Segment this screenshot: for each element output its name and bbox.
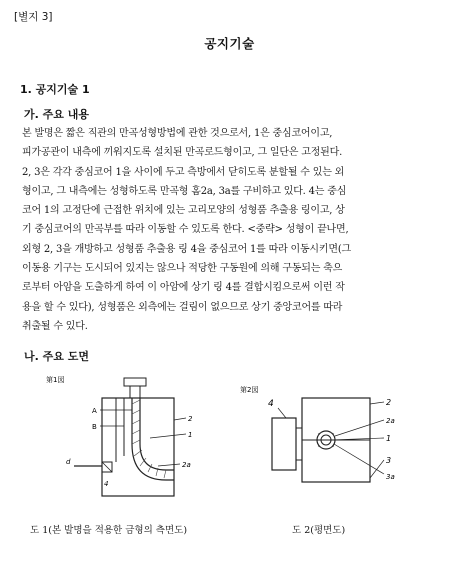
figure-1-callout: d: [66, 458, 71, 466]
figure-1-callout: 2: [188, 415, 193, 423]
page-title: 공지기술: [204, 36, 255, 51]
subsection-main-figures: 나. 주요 도면: [24, 350, 89, 363]
extraction-ring-block: [272, 418, 296, 470]
top-rod: [130, 386, 140, 398]
figure-1-callout: 1: [188, 431, 193, 439]
paragraph-line: 이동용 기구는 도시되어 있지는 않으나 적당한 구동원에 의해 구동되는 축으: [22, 263, 343, 275]
outer-mold: [102, 398, 174, 496]
paragraph-line: 로부터 아암을 도출하게 하여 이 아암에 상기 링 4를 결합시킴으로써 이런 작: [22, 282, 345, 294]
paragraph-line: 용을 할 수 있다), 성형품은 외측에는 걸림이 없으므로 상기 중앙코어를 따라: [22, 301, 343, 313]
figure-2-callout: 1: [386, 434, 392, 443]
paragraph-line: 기 중심코어의 만곡부를 따라 이동할 수 있도록 한다. <중략> 성형이 끝나면,: [22, 224, 349, 236]
figure-2-callout: 3: [386, 456, 392, 465]
paragraph-line: 코어 1의 고정단에 근접한 위치에 있는 고리모양의 성형품 추출용 링이고, 상: [22, 205, 345, 217]
subsection-main-content: 가. 주요 내용: [24, 108, 89, 121]
main-paragraph: [22, 124, 438, 336]
figure-2-callout: 2: [386, 398, 392, 407]
figure-2-caption: 도 2(평면도): [292, 525, 346, 536]
figure-1-side-view: [40, 370, 210, 510]
paragraph-line: 피가공관이 내측에 끼워지도록 설치된 만곡로드형이고, 그 일단은 고정된다.: [22, 147, 343, 159]
figure-2-callout: 2a: [386, 417, 395, 425]
figure-2-label: 第2図: [240, 386, 259, 394]
section-heading: 1. 공지기술 1: [20, 83, 90, 96]
figure-2-callout: 3a: [386, 473, 395, 481]
figure-1-callout: B: [92, 423, 97, 431]
figure-1-callout: 2a: [182, 461, 191, 469]
paragraph-line: 2, 3은 각각 중심코어 1을 사이에 두고 측방에서 닫히도록 분할될 수 있는 외: [22, 166, 345, 178]
attachment-tag: [별지 3]: [14, 11, 53, 23]
paragraph-line: 본 발명은 짧은 직관의 만곡성형방법에 관한 것으로서, 1은 중심코어이고,: [22, 128, 333, 139]
figure-1-caption: 도 1(본 발명을 적용한 금형의 측면도): [30, 525, 188, 536]
figure-1-callout: 4: [104, 480, 109, 488]
paragraph-line: 형이고, 그 내측에는 성형하도록 만곡형 홈2a, 3a를 구비하고 있다. 4는 중심: [22, 185, 347, 197]
paragraph-line: 취출될 수 있다.: [22, 320, 88, 332]
figure-2-callout: 4: [268, 399, 274, 409]
figure-1-callout: A: [92, 407, 97, 415]
figure-2-plan-view: [238, 380, 408, 510]
top-rod-cap: [124, 378, 146, 386]
paragraph-line: 외형 2, 3을 개방하고 성형품 추출용 링 4을 중심코어 1를 따라 이동시키면(그: [22, 243, 351, 255]
figure-1-label: 第1図: [46, 376, 65, 384]
